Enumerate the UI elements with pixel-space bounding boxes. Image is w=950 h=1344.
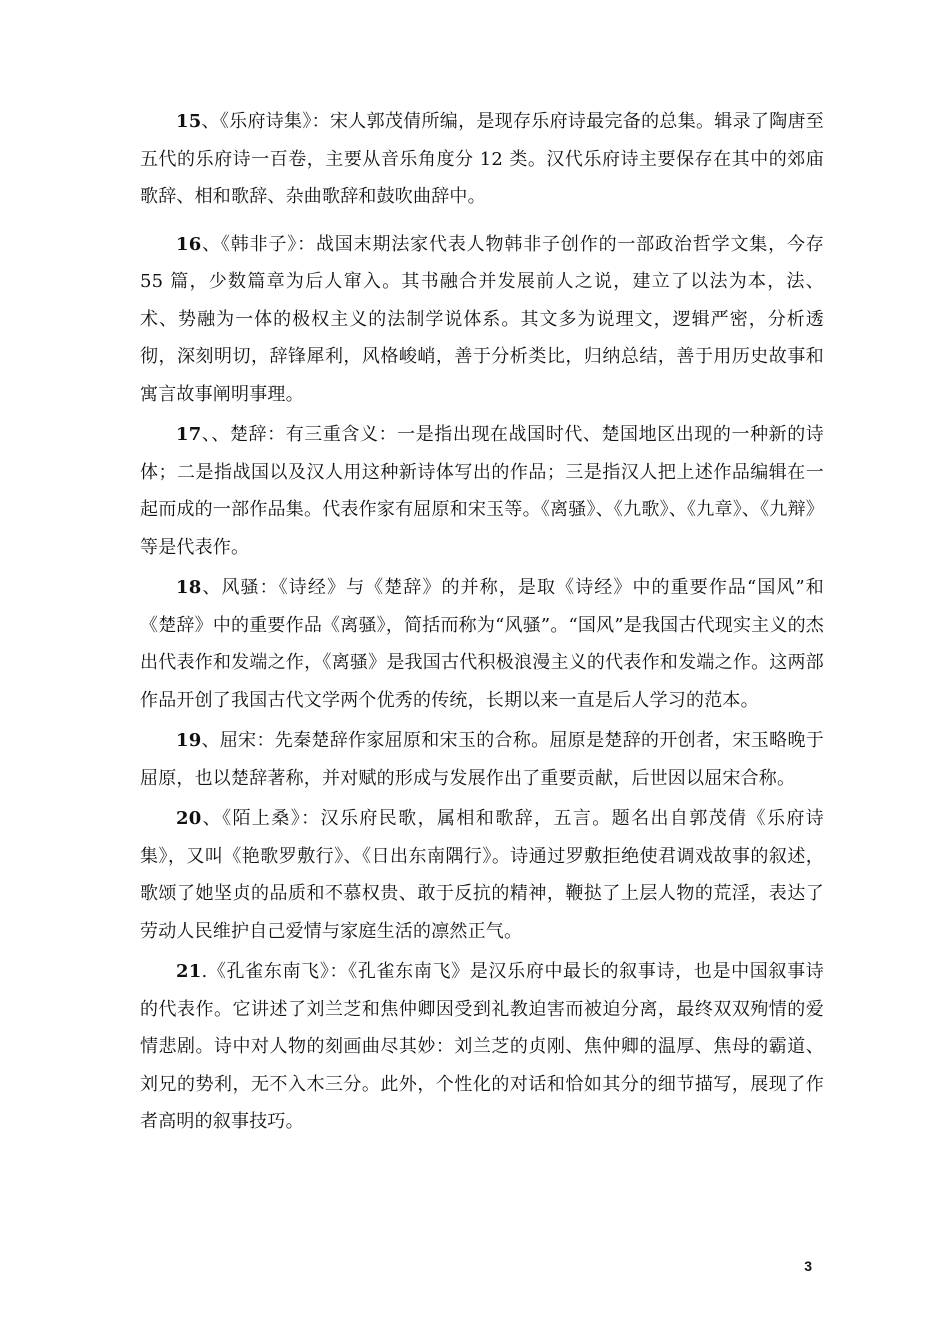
document-body: [140, 103, 824, 1141]
item-number: 21: [176, 961, 202, 982]
paragraph-text: .《孔雀东南飞》：《孔雀东南飞》是汉乐府中最长的叙事诗，也是中国叙事诗的代表作。它讲述了刘兰芝和焦仲卿因受到礼教迫害而被迫分离，最终双双殉情的爱情悲剧。诗中对人物的刻画曲尽其妙：刘兰芝的贞刚、焦仲卿的温厚、焦母的霸道、刘兄的势利，无不入木三分。此外，个性化的对话和恰如其分的细节描写，展现了作者高明的叙事技巧。: [140, 961, 824, 1132]
paragraph-15: [140, 103, 824, 216]
paragraph-20: [140, 800, 824, 950]
paragraph-16: [140, 226, 824, 414]
paragraph-18: [140, 569, 824, 719]
item-number: 19: [176, 730, 202, 751]
paragraph-text: 、《韩非子》：战国末期法家代表人物韩非子创作的一部政治哲学文集，今存 55 篇，少数篇章为后人窜入。其书融合并发展前人之说，建立了以法为本，法、术、势融为一体的极权主义的法制学说体系。其文多为说理文，逻辑严密，分析透彻，深刻明切，辞锋犀利，风格峻峭，善于分析类比，归纳总结，善于用历史故事和寓言故事阐明事理。: [140, 233, 824, 405]
paragraph-17: [140, 416, 824, 566]
paragraph-text: 、《乐府诗集》：宋人郭茂倩所编，是现存乐府诗最完备的总集。辑录了陶唐至五代的乐府诗一百卷，主要从音乐角度分 12 类。汉代乐府诗主要保存在其中的郊庙歌辞、相和歌辞、杂曲歌辞和鼓吹曲辞中。: [140, 111, 824, 207]
paragraph-text: 、风骚：《诗经》与《楚辞》的并称，是取《诗经》中的重要作品“国风”和《楚辞》中的重要作品《离骚》，简括而称为“风骚”。“国风”是我国古代现实主义的杰出代表作和发端之作，《离骚》是我国古代积极浪漫主义的代表作和发端之作。这两部作品开创了我国古代文学两个优秀的传统，长期以来一直是后人学习的范本。: [140, 577, 824, 711]
item-number: 15: [176, 111, 202, 132]
paragraph-21: [140, 953, 824, 1141]
item-number: 16: [176, 233, 202, 255]
paragraph-text: 、《陌上桑》：汉乐府民歌，属相和歌辞，五言。题名出自郭茂倩《乐府诗集》，又叫《艳歌罗敷行》、《日出东南隅行》。诗通过罗敷拒绝使君调戏故事的叙述，歌颂了她坚贞的品质和不慕权贵、敢于反抗的精神，鞭挞了上层人物的荒淫，表达了劳动人民维护自己爱情与家庭生活的凛然正气。: [140, 808, 824, 942]
item-number: 20: [176, 808, 202, 829]
paragraph-19: [140, 722, 824, 797]
paragraph-text: 、屈宋：先秦楚辞作家屈原和宋玉的合称。屈原是楚辞的开创者，宋玉略晚于屈原，也以楚辞著称，并对赋的形成与发展作出了重要贡献，后世因以屈宋合称。: [140, 730, 824, 789]
paragraph-text: 、、楚辞：有三重含义：一是指出现在战国时代、楚国地区出现的一种新的诗体；二是指战国以及汉人用这种新诗体写出的作品；三是指汉人把上述作品编辑在一起而成的一部作品集。代表作家有屈原和宋玉等。《离骚》、《九歌》、《九章》、《九辩》等是代表作。: [140, 424, 824, 558]
page-number: 3: [804, 1258, 812, 1274]
item-number: 18: [176, 577, 202, 598]
item-number: 17: [176, 424, 202, 445]
